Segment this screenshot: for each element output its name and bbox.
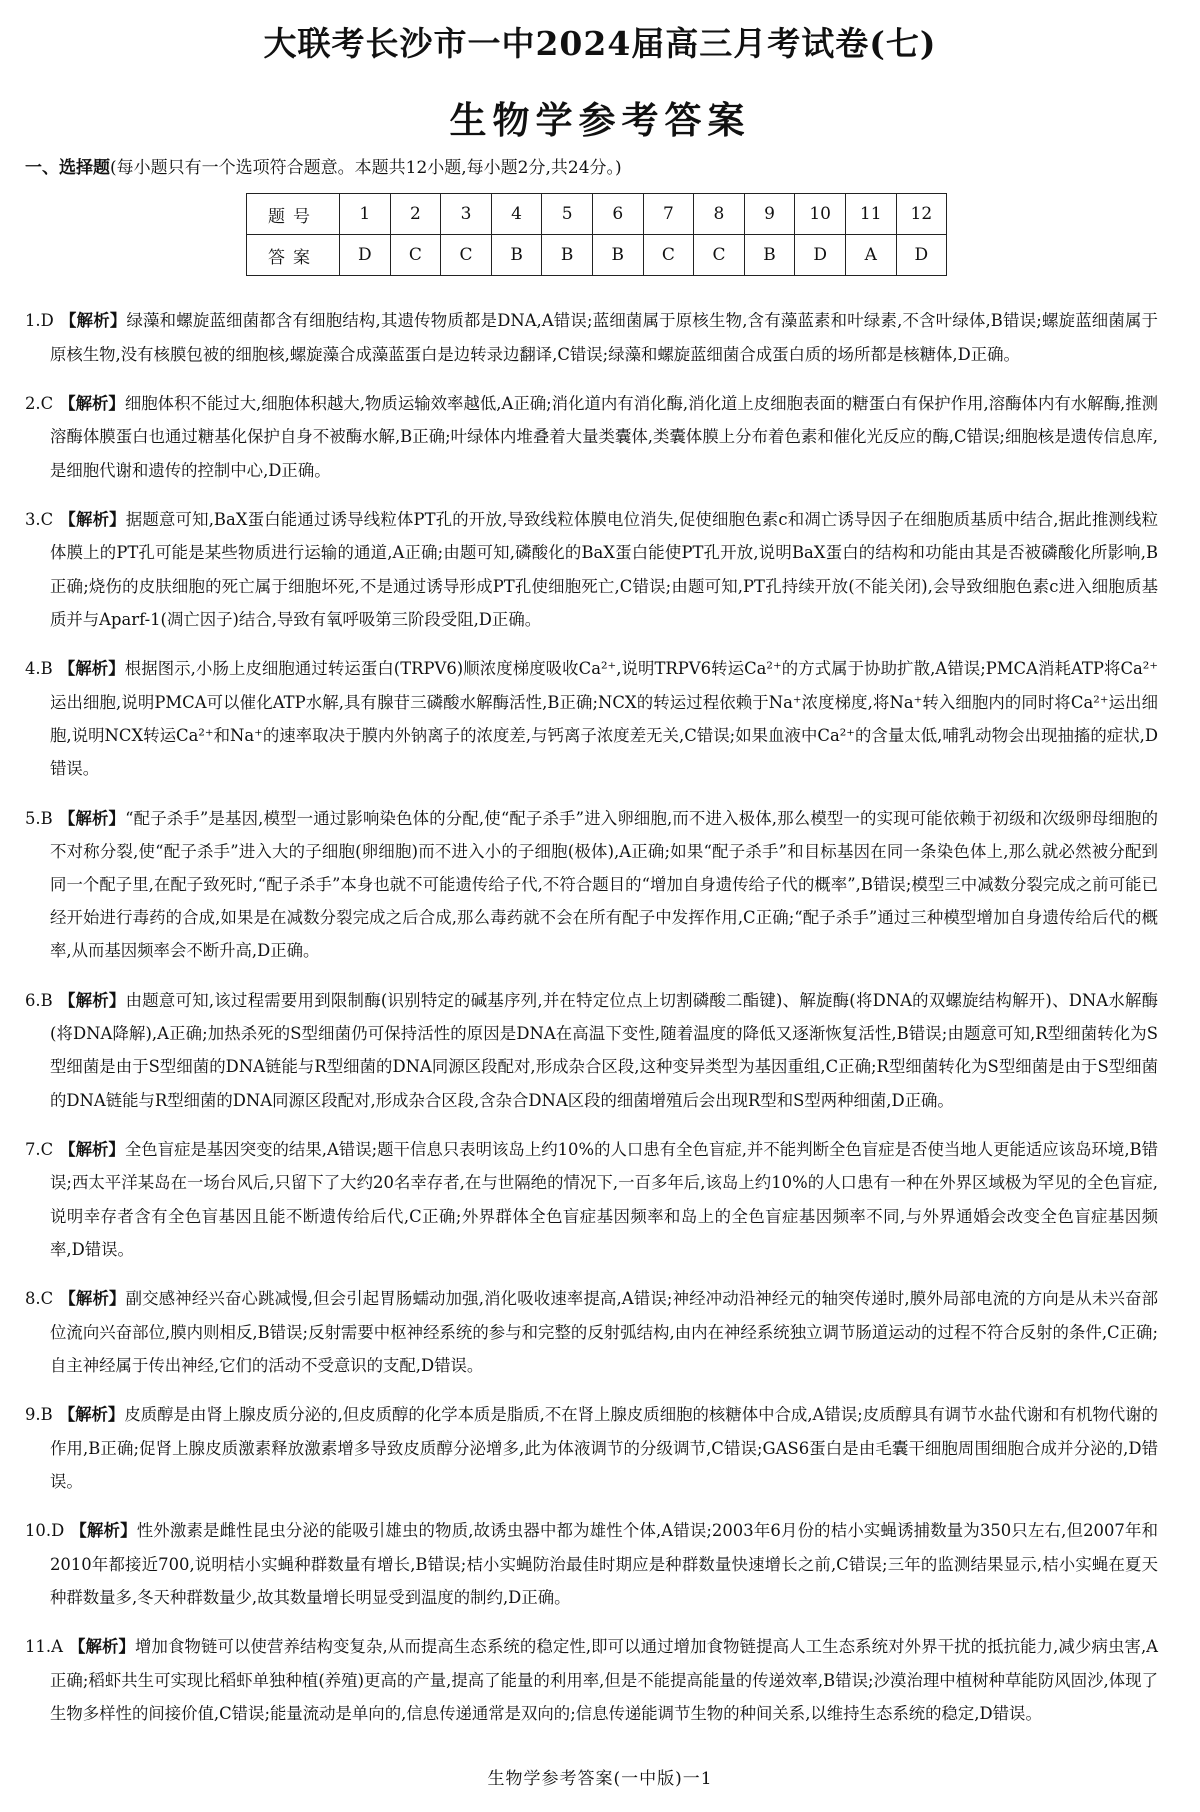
analysis-tag: 【解析】 bbox=[59, 394, 125, 414]
item-number: 10.D bbox=[25, 1521, 65, 1541]
item-text: 副交感神经兴奋心跳减慢,但会引起胃肠蠕动加强,消化吸收速率提高,A错误;神经冲动沿神经元的轴突传递时,膜外局部电流的方向是从未兴奋部位流向兴奋部位,膜内则相反,B错误;反射需要中枢神经系统的参与和完整的反射弧结构,由内在神经系统独立调节肠道运动的过程不符合反射的条件,C正确;自主神经属于传出神经,它们的活动不受意识的支配,D错误。 bbox=[50, 1289, 1158, 1375]
question-number: 5 bbox=[542, 194, 593, 235]
item-text: 细胞体积不能过大,细胞体积越大,物质运输效率越低,A正确;消化道内有消化酶,消化道上皮细胞表面的糖蛋白有保护作用,溶酶体内有水解酶,推测溶酶体膜蛋白也通过糖基化保护自身不被酶水解,B正确;叶绿体内堆叠着大量类囊体,类囊体膜上分布着色素和催化光反应的酶,C错误;细胞核是遗传信息库,是细胞代谢和遗传的控制中心,D正确。 bbox=[50, 394, 1159, 480]
answer-cell: A bbox=[845, 235, 896, 276]
item-text: 据题意可知,BaX蛋白能通过诱导线粒体PT孔的开放,导致线粒体膜电位消失,促使细胞色素c和凋亡诱导因子在细胞质基质中结合,据此推测线粒体膜上的PT孔可能是某些物质进行运输的通道,A正确;由题可知,磷酸化的BaX蛋白能使PT孔开放,说明BaX蛋白的结构和功能由其是否被磷酸化所影响,B正确;烧伤的皮肤细胞的死亡属于细胞坏死,不是通过诱导形成PT孔使细胞死亡,C错误;由题可知,PT孔持续开放(不能关闭),会导致细胞色素c进入细胞质基质并与Aparf-1(凋亡因子)结合,导致有氧呼吸第三阶段受阻,D正确。 bbox=[50, 510, 1159, 629]
item-text: 由题意可知,该过程需要用到限制酶(识别特定的碱基序列,并在特定位点上切割磷酸二酯键)、解旋酶(将DNA的双螺旋结构解开)、DNA水解酶(将DNA降解),A正确;加热杀死的S型细菌仍可保持活性的原因是DNA在高温下变性,随着温度的降低又逐渐恢复活性,B错误;由题意可知,R型细菌转化为S型细菌是由于S型细菌的DNA链能与R型细菌的DNA同源区段配对,形成杂合区段,这种变异类型为基因重组,C正确;R型细菌转化为S型细菌是由于S型细菌的DNA链能与R型细菌的DNA同源区段配对,形成杂合区段,含杂合DNA区段的细菌增殖后会出现R型和S型两种细菌,D正确。 bbox=[50, 991, 1159, 1110]
explanation-item bbox=[25, 387, 1158, 487]
answer-cell: C bbox=[390, 235, 441, 276]
answer-table bbox=[246, 193, 947, 276]
item-text: “配子杀手”是基因,模型一通过影响染色体的分配,使“配子杀手”进入卵细胞,而不进入极体,那么模型一的实现可能依赖于初级和次级卵母细胞的不对称分裂,使“配子杀手”进入大的子细胞(卵细胞)而不进入小的子细胞(极体),A正确;如果“配子杀手”和目标基因在同一条染色体上,那么就必然被分配到同一个配子里,在配子致死时,“配子杀手”本身也就不可能遗传给子代,不符合题目的“增加自身遗传给子代的概率”,B错误;模型三中减数分裂完成之前可能已经开始进行毒药的合成,如果是在减数分裂完成之后合成,那么毒药就不会在所有配子中发挥作用,C正确;“配子杀手”通过三种模型增加自身遗传给后代的概率,从而基因频率会不断升高,D正确。 bbox=[50, 808, 1159, 961]
explanation-item bbox=[25, 304, 1158, 370]
question-number: 7 bbox=[643, 194, 694, 235]
item-number: 7.C bbox=[25, 1140, 54, 1160]
analysis-tag: 【解析】 bbox=[68, 1637, 136, 1657]
page-footer: 生物学参考答案(一中版)一1 bbox=[487, 1769, 713, 1789]
answer-cell: B bbox=[491, 235, 542, 276]
analysis-tag: 【解析】 bbox=[59, 1289, 126, 1309]
answer-label: 答案 bbox=[247, 235, 340, 276]
item-number: 9.B bbox=[25, 1405, 53, 1425]
analysis-tag: 【解析】 bbox=[58, 808, 126, 828]
item-number: 2.C bbox=[25, 394, 54, 414]
item-number: 3.C bbox=[25, 510, 54, 530]
answer-subtitle: 生物学参考答案 bbox=[449, 98, 751, 142]
section-heading bbox=[25, 153, 622, 178]
analysis-tag: 【解析】 bbox=[58, 991, 126, 1010]
answer-cell: B bbox=[592, 235, 643, 276]
section-title: 一、选择题 bbox=[25, 158, 110, 178]
item-text: 根据图示,小肠上皮细胞通过转运蛋白(TRPV6)顺浓度梯度吸收Ca²⁺,说明TRPV6转运Ca²⁺的方式属于协助扩散,A错误;PMCA消耗ATP将Ca²⁺运出细胞,说明PMCA可以催化ATP水解,具有腺苷三磷酸水解酶活性,B正确;NCX的转运过程依赖于Na⁺浓度梯度,将Na⁺转入细胞内的同时将Ca²⁺运出细胞,说明NCX转运Ca²⁺和Na⁺的速率取决于膜内外钠离子的浓度差,与钙离子浓度差无关,C错误;如果血液中Ca²⁺的含量太低,哺乳动物会出现抽搐的症状,D错误。 bbox=[50, 659, 1159, 778]
question-number: 8 bbox=[694, 194, 745, 235]
explanation-item bbox=[25, 652, 1158, 785]
item-number: 1.D bbox=[25, 311, 54, 331]
answer-cell: C bbox=[643, 235, 694, 276]
item-number: 6.B bbox=[25, 991, 53, 1010]
item-number: 5.B bbox=[25, 808, 53, 828]
item-text: 皮质醇是由肾上腺皮质分泌的,但皮质醇的化学本质是脂质,不在肾上腺皮质细胞的核糖体中合成,A错误;皮质醇具有调节水盐代谢和有机物代谢的作用,B正确;促肾上腺皮质激素释放激素增多导致皮质醇分泌增多,此为体液调节的分级调节,C错误;GAS6蛋白是由毛囊干细胞周围细胞合成并分泌的,D错误。 bbox=[50, 1405, 1158, 1491]
question-number-row bbox=[247, 194, 947, 235]
explanation-item bbox=[25, 802, 1158, 968]
answer-cell: C bbox=[441, 235, 492, 276]
item-text: 全色盲症是基因突变的结果,A错误;题干信息只表明该岛上约10%的人口患有全色盲症,并不能判断全色盲症是否使当地人更能适应该岛环境,B错误;西太平洋某岛在一场台风后,只留下了大约20名幸存者,在与世隔绝的情况下,一百多年后,该岛上约10%的人口患有一种在外界区域极为罕见的全色盲症,说明幸存者含有全色盲基因且能不断遗传给后代,C正确;外界群体全色盲症基因频率和岛上的全色盲症基因频率不同,与外界通婚会改变全色盲症基因频率,D错误。 bbox=[50, 1140, 1159, 1259]
item-number: 4.B bbox=[25, 659, 53, 679]
answer-cell: B bbox=[542, 235, 593, 276]
question-number: 2 bbox=[390, 194, 441, 235]
answer-row bbox=[247, 235, 947, 276]
question-number: 12 bbox=[896, 194, 947, 235]
question-number: 6 bbox=[592, 194, 643, 235]
answer-cell: D bbox=[340, 235, 391, 276]
question-number: 10 bbox=[795, 194, 846, 235]
section-note: (每小题只有一个选项符合题意。本题共12小题,每小题2分,共24分。) bbox=[110, 158, 622, 178]
analysis-tag: 【解析】 bbox=[59, 311, 127, 331]
answer-cell: C bbox=[694, 235, 745, 276]
explanation-item bbox=[25, 1133, 1158, 1266]
analysis-tag: 【解析】 bbox=[58, 1405, 125, 1425]
analysis-tag: 【解析】 bbox=[70, 1521, 137, 1541]
answer-cell: D bbox=[896, 235, 947, 276]
explanation-item bbox=[25, 1514, 1158, 1614]
explanation-item bbox=[25, 503, 1158, 636]
explanation-item bbox=[25, 1282, 1158, 1382]
explanation-item bbox=[25, 984, 1158, 1117]
explanation-item bbox=[25, 1398, 1158, 1498]
item-text: 增加食物链可以使营养结构变复杂,从而提高生态系统的稳定性,即可以通过增加食物链提高人工生态系统对外界干扰的抵抗能力,减少病虫害,A正确;稻虾共生可实现比稻虾单独种植(养殖)更高的产量,提高了能量的利用率,但是不能提高能量的传递效率,B错误;沙漠治理中植树种草能防风固沙,体现了生物多样性的间接价值,C错误;能量流动是单向的,信息传递通常是双向的;信息传递能调节生物的种间关系,以维持生态系统的稳定,D错误。 bbox=[50, 1637, 1158, 1723]
item-number: 11.A bbox=[25, 1637, 63, 1657]
question-number-label: 题号 bbox=[247, 194, 340, 235]
question-number: 11 bbox=[845, 194, 896, 235]
answer-cell: D bbox=[795, 235, 846, 276]
analysis-tag: 【解析】 bbox=[59, 1140, 125, 1160]
question-number: 3 bbox=[441, 194, 492, 235]
question-number: 1 bbox=[340, 194, 391, 235]
question-number: 9 bbox=[744, 194, 795, 235]
analysis-tag: 【解析】 bbox=[58, 659, 125, 679]
explanation-list bbox=[25, 288, 1158, 1732]
analysis-tag: 【解析】 bbox=[59, 510, 126, 530]
question-number: 4 bbox=[491, 194, 542, 235]
explanation-item bbox=[25, 1630, 1158, 1730]
item-number: 8.C bbox=[25, 1289, 54, 1309]
item-text: 绿藻和螺旋蓝细菌都含有细胞结构,其遗传物质都是DNA,A错误;蓝细菌属于原核生物,含有藻蓝素和叶绿素,不含叶绿体,B错误;螺旋蓝细菌属于原核生物,没有核膜包被的细胞核,螺旋藻合成藻蓝蛋白是边转录边翻译,C错误;绿藻和螺旋蓝细菌合成蛋白质的场所都是核糖体,D正确。 bbox=[50, 311, 1159, 364]
item-text: 性外激素是雌性昆虫分泌的能吸引雄虫的物质,故诱虫器中都为雄性个体,A错误;2003年6月份的桔小实蝇诱捕数量为350只左右,但2007年和2010年都接近700,说明桔小实蝇种群数量有增长,B错误;桔小实蝇防治最佳时期应是种群数量快速增长之前,C错误;三年的监测结果显示,桔小实蝇在夏天种群数量多,冬天种群数量少,故其数量增长明显受到温度的制约,D正确。 bbox=[50, 1521, 1159, 1607]
answer-cell: B bbox=[744, 235, 795, 276]
exam-title: 大联考长沙市一中2024届高三月考试卷(七) bbox=[263, 24, 937, 63]
